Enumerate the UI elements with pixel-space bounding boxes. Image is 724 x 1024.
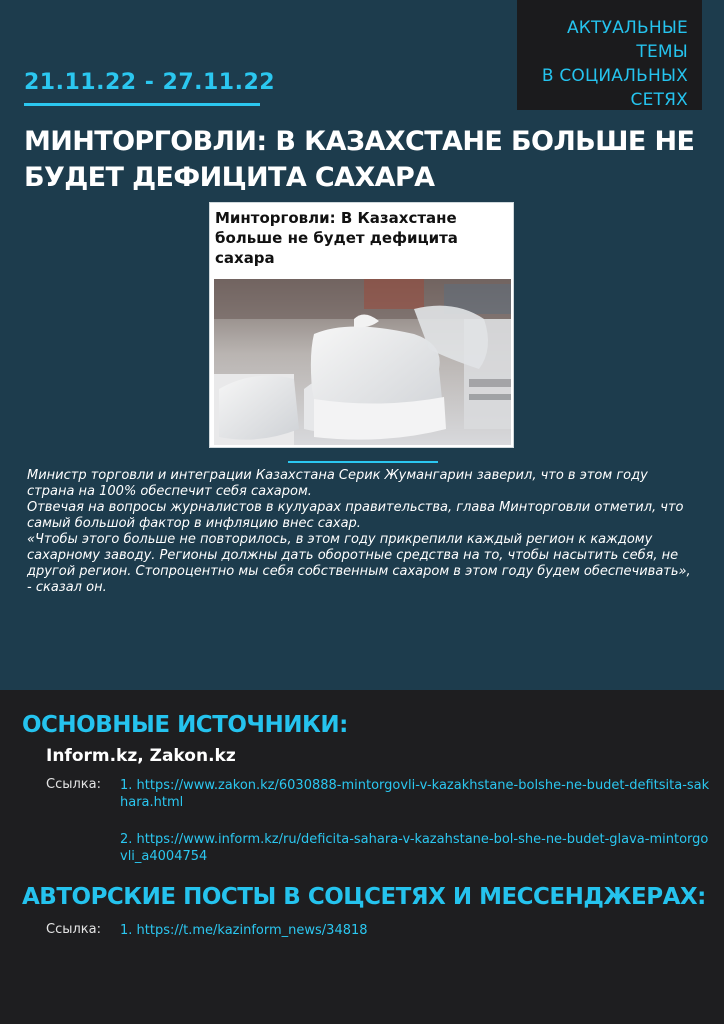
link-label: Ссылка:	[46, 922, 101, 937]
corner-line: В СОЦИАЛЬНЫХ	[541, 66, 688, 86]
sugar-bags-photo	[214, 279, 511, 445]
article-paragraph: «Чтобы этого больше не повторилось, в этом году прикрепили каждый регион к каждому сахарному заводу. Регионы должны дать оборотные средства на то, чтобы насытить себя, не другой регион. Стопроцентно мы себя собственным сахаром в этом году будем обеспечивать», - сказал он.	[27, 532, 691, 595]
link-label: Ссылка:	[46, 777, 101, 792]
topic-corner-label	[517, 16, 688, 112]
news-screenshot-card	[209, 202, 514, 448]
source-link-inform[interactable]: 2. https://www.inform.kz/ru/deficita-sahara-v-kazahstane-bol-she-ne-budet-glava-mintorgovli_a4004754	[120, 832, 709, 864]
date-underline	[24, 103, 260, 106]
corner-line: АКТУАЛЬНЫЕ ТЕМЫ	[566, 18, 688, 62]
corner-line: СЕТЯХ	[630, 90, 688, 110]
topic-corner-badge	[517, 0, 702, 110]
source-link-zakon[interactable]: 1. https://www.zakon.kz/6030888-mintorgovli-v-kazakhstane-bolshe-ne-budet-defitsita-sakhara.html	[120, 778, 710, 810]
sources-heading: ОСНОВНЫЕ ИСТОЧНИКИ:	[22, 712, 348, 738]
article-paragraph: Министр торговли и интеграции Казахстана Серик Жумангарин заверил, что в этом году страна на 100% обеспечит себя сахаром.	[27, 468, 648, 499]
author-posts-heading: АВТОРСКИЕ ПОСТЫ В СОЦСЕТЯХ И МЕССЕНДЖЕРАХ:	[22, 884, 706, 910]
date-range: 21.11.22 - 27.11.22	[24, 70, 276, 95]
article-body	[27, 468, 697, 596]
article-paragraph: Отвечая на вопросы журналистов в кулуарах правительства, глава Минторговли отметил, что самый большой фактор в инфляцию внес сахар.	[27, 500, 684, 531]
page-title: МИНТОРГОВЛИ: В КАЗАХСТАНЕ БОЛЬШЕ НЕ БУДЕТ ДЕФИЦИТА САХАРА	[24, 126, 695, 193]
text-divider	[288, 461, 438, 463]
source-outlets: Inform.kz, Zakon.kz	[46, 746, 236, 766]
telegram-post-link[interactable]: 1. https://t.me/kazinform_news/34818	[120, 923, 368, 938]
news-card-title: Минторговли: В Казахстане больше не будет дефицита сахара	[215, 209, 458, 267]
